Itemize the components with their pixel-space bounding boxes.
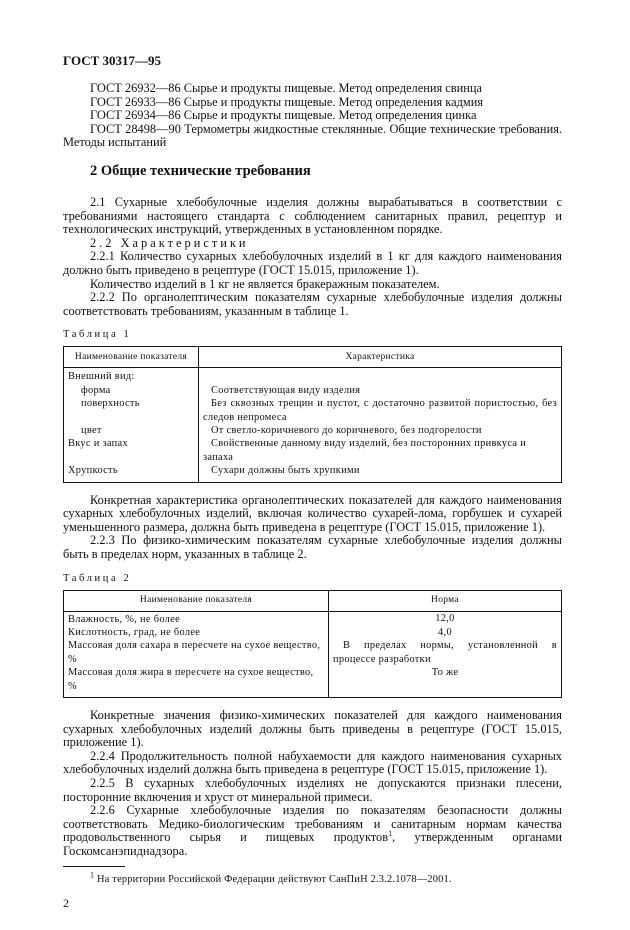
paragraph: Конкретная характеристика органолептических показателей для каждого наименования сухарных хлебобулочных изделий, включая количество сухарей-лома, горбушек и сухарей уменьшенного размера, должна быть приведена в рецептуре (ГОСТ 15.015, приложение 1). [63,492,562,534]
paragraph [63,804,562,858]
document-header: ГОСТ 30317—95 [63,53,162,68]
table-cell: поверхность [64,397,199,424]
table-row [64,437,562,464]
page-number: 2 [63,895,69,910]
reference: ГОСТ 26933—86 Сырье и продукты пищевые. Метод определения кадмия [90,94,484,109]
table2-caption: Таблица 2 [63,572,132,584]
table-cell: Без сквозных трещин и пустот, с достаточно развитой пористостью, без следов непромеса [199,397,562,424]
table-cell: Внешний вид: [64,368,199,384]
table1 [63,346,562,482]
table-cell: Массовая доля жира в пересчете на сухое вещество, % [64,666,329,697]
table-cell: Вкус и запах [64,437,199,464]
reference: ГОСТ 26932—86 Сырье и продукты пищевые. Метод определения свинца [90,81,483,95]
table-row [64,639,562,666]
table-cell: 12,0 [329,611,562,626]
table-cell: Свойственные данному виду изделий, без посторонних привкуса и запаха [199,437,562,464]
table-cell: Кислотность, град, не более [64,626,329,639]
table-row [64,464,562,482]
table-cell: цвет [64,424,199,437]
paragraph: 2.2.2 По органолептическим показателям сухарные хлебобулочные изделия должны соответствовать требованиям, указанным в таблице 1. [63,290,562,318]
paragraph: 2.2.1 Количество сухарных хлебобулочных изделий в 1 кг для каждого наименования должно быть приведено в рецептуре (ГОСТ 15.015, приложение 1). [63,249,562,277]
table-cell: форма [64,384,199,397]
footnote-ref[interactable]: 1 [388,829,393,839]
paragraph: 2.2.3 По физико-химическим показателям сухарные хлебобулочные изделия должны быть в пределах норм, указанных в таблице 2. [63,533,562,561]
table-cell: Массовая доля сахара в пересчете на сухое вещество, % [64,639,329,666]
table-cell: Хрупкость [64,464,199,482]
section-paragraphs-b [63,494,562,562]
table-cell: То же [329,666,562,697]
table-header: Наименование показателя [64,347,199,368]
paragraph: Количество изделий в 1 кг не является бракеражным показателем. [90,276,440,291]
table-cell: В пределах нормы, установленной в процессе разработки [329,639,562,666]
section-title: 2 Общие технические требования [90,162,311,179]
table-cell: Соответствующая виду изделия [199,384,562,397]
table-cell: От светло-коричневого до коричневого, без подгорелости [199,424,562,437]
section-paragraphs-c [63,709,562,859]
paragraph: 2.1 Сухарные хлебобулочные изделия должны вырабатываться в соответствии с требованиями настоящего стандарта с соблюдением санитарных правил, рецептур и технологических инструкций, утвержденных в установленном порядке. [63,194,562,237]
footnote-mark: 1 [90,870,95,880]
references-list [63,82,562,150]
footnote-divider [63,866,125,867]
table-cell [199,368,562,384]
table-cell: Сухари должны быть хрупкими [199,464,562,482]
reference: ГОСТ 26934—86 Сырье и продукты пищевые. Метод определения цинка [90,108,477,123]
footnote-text: На территории Российской Федерации действуют СанПиН 2.3.2.1078—2001. [97,873,452,885]
paragraph-text: 2.2.6 Сухарные хлебобулочные изделия по показателям безопасности должны соответствовать Медико-биологическим требованиям и санитарным нормам качества продовольственного сырья и пищевых продуктов [63,803,562,845]
table-header: Наименование показателя [64,590,329,611]
paragraph: Конкретные значения физико-химических показателей для каждого наименования сухарных хлебобулочных изделий должны быть приведены в рецептуре (ГОСТ 15.015, приложение 1). [63,707,562,750]
table-row [64,384,562,397]
table-row [64,626,562,639]
section-paragraphs-a [63,196,562,318]
table-cell: Влажность, %, не более [64,611,329,626]
paragraph: 2.2.5 В сухарных хлебобулочных изделиях не допускаются признаки плесени, посторонние включения и хруст от минеральной примеси. [63,775,562,804]
reference: ГОСТ 28498—90 Термометры жидкостные стеклянные. Общие технические требования. Методы испытаний [63,121,562,150]
subsection-title: 2.2 Характеристики [90,235,249,250]
table-cell: 4,0 [329,626,562,639]
footnote [90,870,562,886]
table-row [64,397,562,424]
paragraph-text: , утвержденным органами Госкомсанэпиднадзора. [63,830,563,858]
table1-caption: Таблица 1 [63,329,132,341]
table-row [64,368,562,384]
paragraph: 2.2.4 Продолжительность полной набухаемости для каждого наименования сухарных хлебобулочных изделий должна быть приведена в рецептуре (ГОСТ 15.015, приложение 1). [63,748,562,777]
table-row [64,611,562,626]
table-header: Норма [329,590,562,611]
table-row [64,666,562,697]
table-row [64,424,562,437]
table2 [63,590,562,698]
table-header: Характеристика [199,347,562,368]
